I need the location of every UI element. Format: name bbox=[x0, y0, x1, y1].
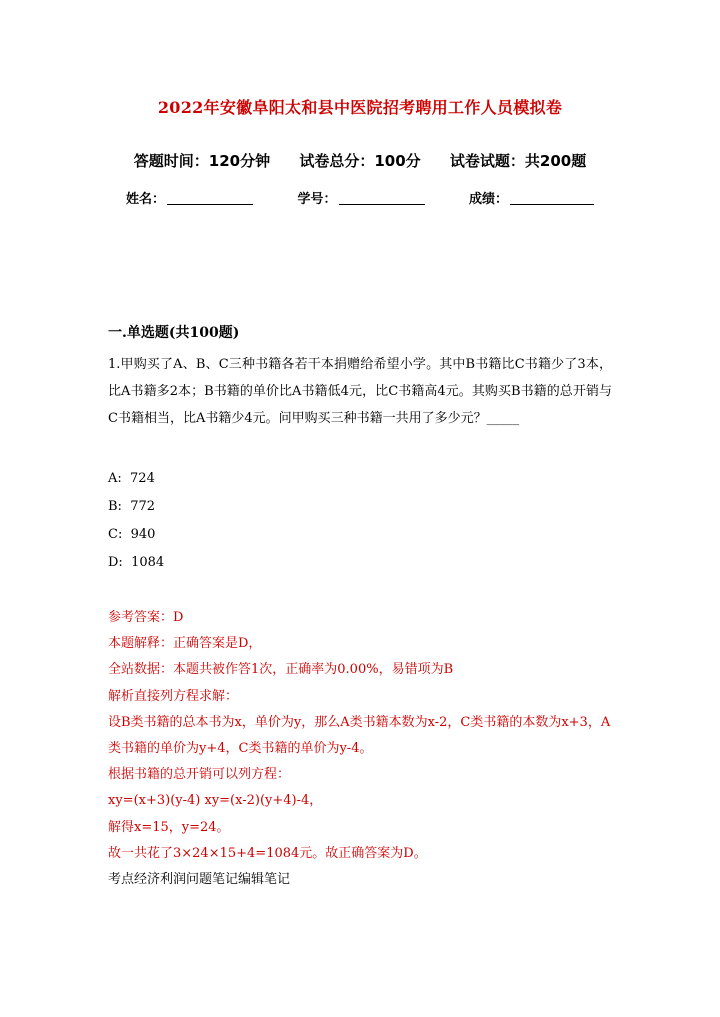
student-info bbox=[0, 188, 720, 207]
exam-question-count: 试卷试题：共200题 bbox=[449, 152, 587, 170]
equation: xy=(x+3)(y-4) xy=(x-2)(y+4)-4， bbox=[108, 793, 323, 809]
question-options bbox=[108, 465, 164, 577]
option-b: B: 772 bbox=[108, 499, 156, 514]
answer-stats: 全站数据：本题共被作答1次，正确率为0.00%，易错项为B bbox=[108, 662, 454, 678]
option-d: D: 1084 bbox=[108, 555, 165, 570]
grade-label: 成绩： bbox=[469, 192, 509, 207]
exam-title: 2022年安徽阜阳太和县中医院招考聘用工作人员模拟卷 bbox=[157, 98, 563, 117]
exam-meta bbox=[0, 150, 720, 171]
student-id-field bbox=[297, 188, 424, 207]
option-c: C: 940 bbox=[108, 527, 156, 542]
answer-explanation: 本题解释：正确答案是D， bbox=[108, 636, 262, 652]
answer-block bbox=[108, 605, 612, 893]
student-id-label: 学号： bbox=[297, 192, 337, 207]
total-cost: 故一共花了3×24×15+4=1084元。故正确答案为D。 bbox=[108, 845, 427, 861]
answer-method: 解析直接列方程求解： bbox=[108, 688, 239, 704]
reference-answer: 参考答案：D bbox=[108, 610, 184, 625]
name-blank bbox=[167, 191, 253, 205]
option-a: A: 724 bbox=[108, 471, 155, 486]
solution: 解得x=15，y=24。 bbox=[108, 819, 230, 835]
exam-total-score: 试卷总分：100分 bbox=[299, 152, 421, 170]
section-heading: 一.单选题(共100题) bbox=[108, 325, 240, 341]
grade-blank bbox=[510, 191, 594, 205]
question-text: 1.甲购买了A、B、C三种书籍各若干本捐赠给希望小学。其中B书籍比C书籍少了3本，比A书籍多2本；B书籍的单价比A书籍低4元，比C书籍高4元。其购买B书籍的总开销与C书籍相当，比A书籍少4元。问甲购买三种书籍一共用了多少元？_____ bbox=[108, 357, 612, 426]
student-id-blank bbox=[339, 191, 425, 205]
topic-note: 考点经济利润问题笔记编辑笔记 bbox=[108, 872, 291, 888]
answer-setup: 设B类书籍的总本书为x，单价为y，那么A类书籍本数为x-2，C类书籍的本数为x+3，A类书籍的单价为y+4，C类书籍的单价为y-4。 bbox=[108, 714, 611, 757]
exam-time: 答题时间：120分钟 bbox=[133, 152, 271, 170]
equation-intro: 根据书籍的总开销可以列方程： bbox=[108, 767, 291, 783]
name-label: 姓名： bbox=[125, 192, 165, 207]
grade-field bbox=[469, 188, 594, 207]
name-field bbox=[126, 188, 253, 207]
